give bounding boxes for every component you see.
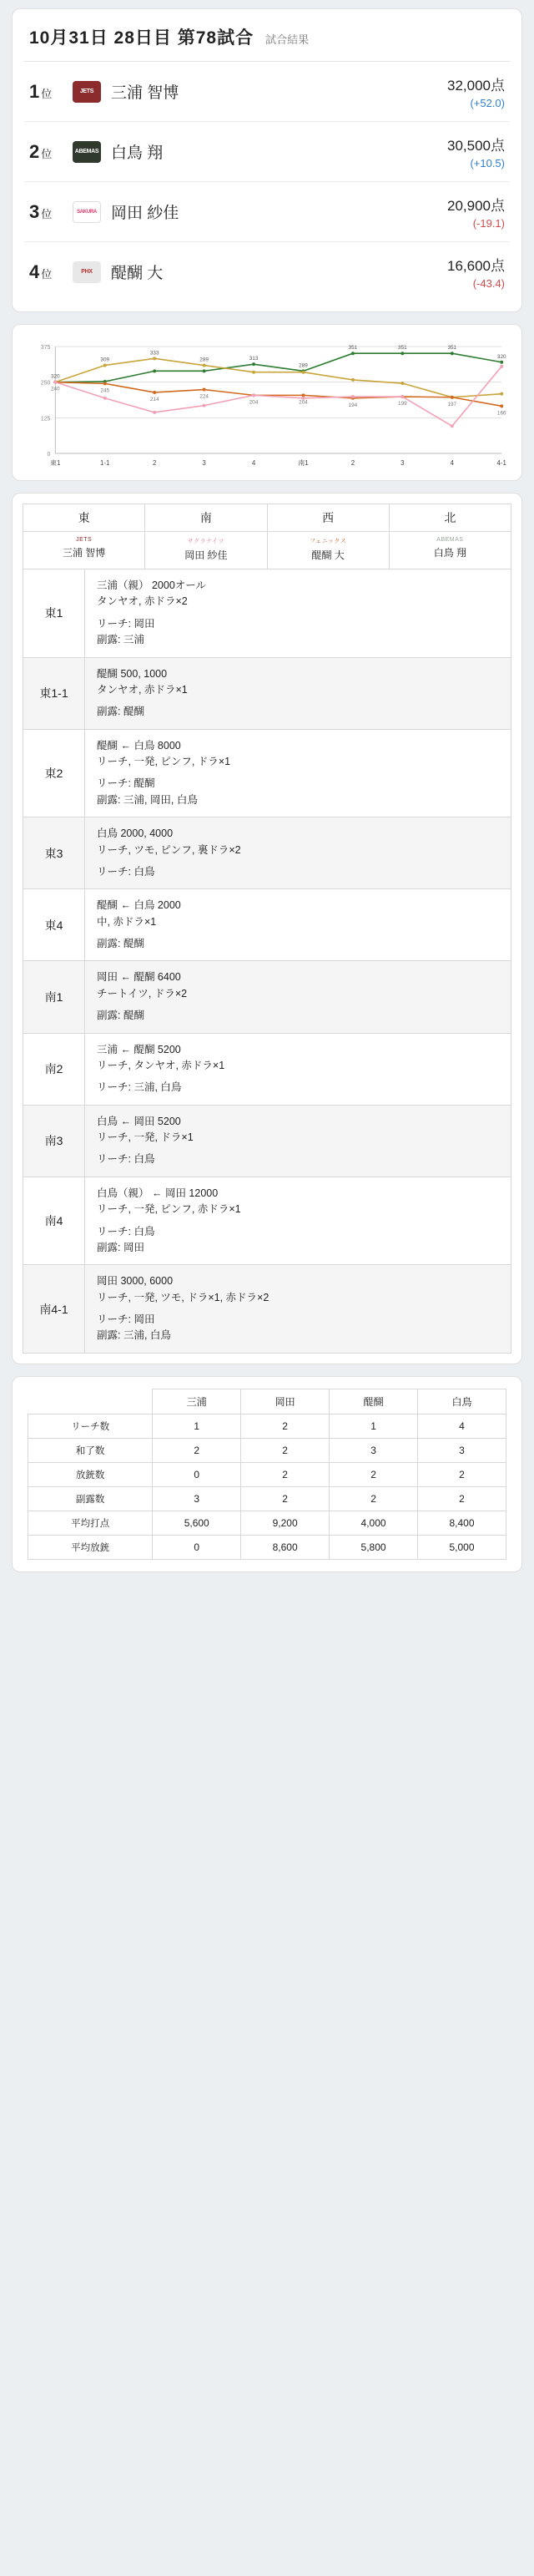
spacer — [97, 698, 499, 704]
svg-text:313: 313 — [249, 356, 259, 362]
svg-text:197: 197 — [447, 401, 457, 407]
score-delta: (-19.1) — [472, 217, 505, 230]
spacer — [97, 930, 499, 936]
score-delta: (+52.0) — [470, 97, 505, 109]
stats-cell: 2 — [330, 1462, 418, 1486]
stats-row-label: 和了数 — [28, 1438, 153, 1462]
svg-text:3: 3 — [202, 458, 206, 468]
rank-value: 4 — [29, 261, 40, 282]
svg-text:2: 2 — [350, 458, 355, 468]
hand-detail-line: 岡田 ← 醍醐 6400 — [97, 971, 181, 984]
seat-player-name: 醍醐 大 — [311, 549, 345, 561]
stats-cell: 8,400 — [418, 1511, 506, 1535]
score-points: 16,600点 — [447, 258, 505, 274]
svg-text:289: 289 — [299, 362, 308, 369]
stats-cell: 2 — [418, 1462, 506, 1486]
rank-suffix: 位 — [41, 207, 53, 220]
score-points: 32,000点 — [447, 78, 505, 94]
hand-row[interactable] — [23, 729, 511, 817]
seat-player — [268, 532, 390, 569]
stats-cell: 2 — [418, 1486, 506, 1511]
ranking-row[interactable] — [24, 62, 510, 122]
stats-column-header: 岡田 — [241, 1389, 330, 1414]
hand-detail-text — [85, 569, 511, 657]
hand-detail-text — [85, 730, 511, 817]
stats-cell: 2 — [153, 1438, 241, 1462]
stats-row — [28, 1438, 506, 1462]
hand-row[interactable] — [23, 888, 511, 960]
phoenix-logo-icon: PHX — [73, 261, 101, 283]
svg-text:1-1: 1-1 — [100, 458, 110, 468]
svg-text:351: 351 — [447, 345, 457, 352]
spacer — [97, 1074, 499, 1080]
hand-detail-line: 醍醐 ← 白鳥 2000 — [97, 899, 181, 912]
hand-round-label: 南4 — [23, 1177, 85, 1265]
stats-column-header: 三浦 — [153, 1389, 241, 1414]
hand-detail-line: タンヤオ, 赤ドラ×2 — [97, 595, 188, 608]
svg-text:351: 351 — [348, 345, 358, 352]
rank-value: 2 — [29, 140, 40, 162]
hand-detail-line: 副露: 醍醐 — [97, 706, 144, 718]
rank-number — [29, 201, 73, 223]
hand-row[interactable] — [23, 569, 511, 657]
stats-cell: 5,800 — [330, 1535, 418, 1559]
score-delta: (-43.4) — [472, 277, 505, 290]
svg-text:4-1: 4-1 — [496, 458, 506, 468]
svg-text:194: 194 — [348, 402, 358, 408]
seat-team-name: フェニックス — [309, 539, 347, 544]
stats-table — [28, 1389, 506, 1560]
hand-detail-text — [85, 1177, 511, 1265]
score-box — [413, 134, 505, 170]
score-delta: (+10.5) — [470, 157, 505, 170]
svg-text:204: 204 — [249, 399, 259, 406]
stats-table-body — [28, 1414, 506, 1559]
seat-label: 西 — [268, 504, 390, 531]
match-kind-label: 試合結果 — [265, 33, 310, 46]
seat-player — [23, 532, 145, 569]
spacer — [97, 1306, 499, 1312]
stats-cell: 4,000 — [330, 1511, 418, 1535]
stats-row-label: 平均打点 — [28, 1511, 153, 1535]
hand-round-label: 東3 — [23, 817, 85, 888]
hand-row[interactable] — [23, 1264, 511, 1354]
hand-detail-line: リーチ: 岡田 — [97, 1313, 155, 1325]
stats-row — [28, 1511, 506, 1535]
ranking-row[interactable] — [24, 182, 510, 242]
hand-round-label: 南3 — [23, 1106, 85, 1177]
seat-team-name: ABEMAS — [436, 537, 464, 543]
hand-round-label: 南4-1 — [23, 1265, 85, 1353]
abemas-logo-icon: ABEMAS — [73, 141, 101, 163]
svg-text:240: 240 — [50, 386, 60, 392]
stats-header-row — [28, 1389, 506, 1414]
seat-label: 南 — [145, 504, 267, 531]
hand-rows-container — [23, 569, 511, 1354]
stats-cell: 5,000 — [418, 1535, 506, 1559]
hand-detail-line: 岡田 3000, 6000 — [97, 1275, 174, 1288]
stats-row-label: リーチ数 — [28, 1414, 153, 1438]
hand-row[interactable] — [23, 1105, 511, 1177]
hand-detail-line: 醍醐 500, 1000 — [97, 667, 168, 680]
svg-text:125: 125 — [40, 416, 51, 423]
spacer — [97, 1146, 499, 1151]
svg-text:351: 351 — [398, 345, 407, 352]
hand-detail-line: 副露: 三浦 — [97, 634, 144, 646]
svg-text:3: 3 — [400, 458, 405, 468]
hand-detail-text — [85, 1265, 511, 1353]
hand-detail-line: チートイツ, ドラ×2 — [97, 987, 188, 1000]
stats-cell: 0 — [153, 1535, 241, 1559]
svg-text:250: 250 — [40, 380, 51, 387]
stats-cell: 3 — [153, 1486, 241, 1511]
hand-detail-line: 白鳥 ← 岡田 5200 — [97, 1115, 181, 1127]
seat-player-name: 白鳥 翔 — [433, 547, 467, 559]
hand-detail-line: リーチ, 一発, ツモ, ドラ×1, 赤ドラ×2 — [97, 1291, 270, 1303]
hand-detail-text — [85, 961, 511, 1032]
svg-text:333: 333 — [149, 350, 159, 357]
hand-detail-text — [85, 1106, 511, 1177]
hand-detail-line: リーチ: 岡田 — [97, 617, 155, 630]
hand-row[interactable] — [23, 1033, 511, 1105]
stats-cell: 1 — [153, 1414, 241, 1438]
hand-detail-line: 副露: 三浦, 岡田, 白鳥 — [97, 793, 198, 806]
svg-text:309: 309 — [100, 357, 110, 363]
stats-cell: 9,200 — [241, 1511, 330, 1535]
hand-detail-line: リーチ, 一発, ピンフ, ドラ×1 — [97, 756, 231, 767]
svg-text:4: 4 — [251, 458, 256, 468]
hand-detail-line: リーチ, 一発, ピンフ, 赤ドラ×1 — [97, 1203, 241, 1216]
hand-detail-text — [85, 817, 511, 888]
svg-text:320: 320 — [50, 373, 60, 380]
hand-detail-line: 中, 赤ドラ×1 — [97, 915, 157, 928]
svg-text:0: 0 — [47, 451, 51, 458]
seat-player-name: 三浦 智博 — [62, 547, 106, 559]
score-box — [413, 254, 505, 290]
hand-detail-text — [85, 889, 511, 960]
seat-player — [390, 532, 511, 569]
rank-number — [29, 261, 73, 283]
score-box — [413, 73, 505, 109]
seat-label: 北 — [444, 511, 456, 524]
stats-corner-cell — [28, 1389, 153, 1414]
stats-row-label: 副露数 — [28, 1486, 153, 1511]
spacer — [97, 858, 499, 864]
seat-player — [145, 532, 267, 569]
hand-detail-line: リーチ: 白鳥 — [97, 1153, 155, 1166]
hand-round-label: 東4 — [23, 889, 85, 960]
hand-detail-line: 三浦 ← 醍醐 5200 — [97, 1043, 181, 1055]
stats-cell: 1 — [330, 1414, 418, 1438]
stats-row-label: 平均放銃 — [28, 1535, 153, 1559]
hand-round-label: 東1-1 — [23, 658, 85, 729]
svg-text:224: 224 — [199, 393, 209, 400]
rank-suffix: 位 — [41, 147, 53, 160]
hand-round-label: 南1 — [23, 961, 85, 1032]
score-graph — [21, 333, 513, 475]
stats-cell: 3 — [330, 1438, 418, 1462]
seat-header-row — [23, 504, 511, 531]
stats-row-label: 放銃数 — [28, 1462, 153, 1486]
svg-text:199: 199 — [398, 401, 407, 407]
seat-team-name: サクラナイツ — [187, 539, 224, 544]
sakura-knights-logo-icon: SAKURA — [73, 201, 101, 223]
spacer — [97, 1218, 499, 1224]
svg-text:214: 214 — [149, 396, 159, 402]
ranking-row[interactable] — [24, 242, 510, 301]
hand-detail-line: リーチ, ツモ, ピンフ, 裏ドラ×2 — [97, 843, 241, 856]
stats-cell: 3 — [418, 1438, 506, 1462]
jets-logo-icon: JETS — [73, 81, 101, 103]
svg-text:4: 4 — [450, 458, 454, 468]
stats-cell: 2 — [241, 1486, 330, 1511]
svg-text:375: 375 — [40, 344, 51, 352]
stats-table-head — [28, 1389, 506, 1414]
stats-cell: 2 — [241, 1462, 330, 1486]
hand-row[interactable] — [23, 817, 511, 888]
svg-text:2: 2 — [152, 458, 157, 468]
hand-row[interactable] — [23, 960, 511, 1032]
hand-round-label: 東2 — [23, 730, 85, 817]
score-graph-card — [12, 324, 522, 481]
svg-text:南1: 南1 — [298, 458, 309, 468]
stats-cell: 0 — [153, 1462, 241, 1486]
stats-row — [28, 1486, 506, 1511]
match-date: 10月31日 28日目 第78試合 — [29, 28, 254, 48]
hand-detail-text — [85, 1034, 511, 1105]
rank-value: 1 — [29, 80, 40, 102]
hand-detail-line: タンヤオ, 赤ドラ×1 — [97, 683, 188, 696]
svg-text:320: 320 — [496, 353, 506, 360]
svg-text:245: 245 — [100, 387, 110, 394]
stats-cell: 2 — [241, 1438, 330, 1462]
rank-number — [29, 141, 73, 163]
hand-detail-line: 副露: 三浦, 白鳥 — [97, 1329, 171, 1342]
stats-cell: 2 — [330, 1486, 418, 1511]
rank-number — [29, 81, 73, 103]
player-name: 醍醐 大 — [111, 265, 164, 282]
spacer — [97, 610, 499, 616]
rank-suffix: 位 — [41, 267, 53, 281]
hand-detail-line: 三浦（親） 2000オール — [97, 579, 207, 591]
svg-text:166: 166 — [496, 410, 506, 417]
stats-cell: 2 — [241, 1414, 330, 1438]
hand-detail-line: リーチ: 醍醐 — [97, 777, 155, 790]
seat-label: 東 — [23, 504, 145, 531]
stats-column-header: 白鳥 — [418, 1389, 506, 1414]
seat-team-name: JETS — [76, 537, 93, 543]
player-name: 三浦 智博 — [111, 84, 179, 102]
spacer — [97, 770, 499, 776]
hand-detail-line: 白鳥 2000, 4000 — [97, 827, 174, 840]
hand-detail-line: リーチ: 白鳥 — [97, 865, 155, 878]
stats-row — [28, 1414, 506, 1438]
stats-card — [12, 1376, 522, 1572]
hand-detail-line: リーチ, 一発, ドラ×1 — [97, 1131, 194, 1143]
stats-row — [28, 1535, 506, 1559]
rank-value: 3 — [29, 200, 40, 222]
player-name: 岡田 紗佳 — [111, 205, 179, 222]
stats-cell: 5,600 — [153, 1511, 241, 1535]
score-box — [413, 194, 505, 230]
svg-text:204: 204 — [299, 399, 308, 406]
svg-text:東1: 東1 — [50, 458, 61, 468]
stats-column-header: 醍醐 — [330, 1389, 418, 1414]
score-line-chart — [21, 333, 513, 475]
player-name: 白鳥 翔 — [111, 144, 164, 162]
hand-detail-line: 副露: 醍醐 — [97, 1010, 144, 1022]
spacer — [97, 1002, 499, 1008]
stats-cell: 8,600 — [241, 1535, 330, 1559]
match-result-card — [12, 8, 522, 312]
seat-player-name: 岡田 紗佳 — [184, 549, 228, 561]
stats-row — [28, 1462, 506, 1486]
result-header — [24, 19, 510, 62]
seat-players-row — [23, 531, 511, 569]
hand-detail-line: 副露: 醍醐 — [97, 938, 144, 949]
score-points: 30,500点 — [447, 138, 505, 154]
svg-text:289: 289 — [199, 357, 209, 363]
rank-suffix: 位 — [41, 87, 53, 100]
hand-detail-line: 醍醐 ← 白鳥 8000 — [97, 739, 181, 752]
hand-round-label: 南2 — [23, 1034, 85, 1105]
hand-detail-line: リーチ: 三浦, 白鳥 — [97, 1081, 182, 1094]
score-points: 20,900点 — [447, 198, 505, 214]
hand-detail-line: リーチ, タンヤオ, 赤ドラ×1 — [97, 1059, 225, 1071]
hand-row[interactable] — [23, 1177, 511, 1265]
hand-row[interactable] — [23, 657, 511, 729]
hand-detail-line: 白鳥（親） ← 岡田 12000 — [97, 1187, 219, 1199]
hand-detail-text — [85, 658, 511, 729]
hand-round-label: 東1 — [23, 569, 85, 657]
hand-detail-line: リーチ: 白鳥 — [97, 1225, 155, 1237]
hand-detail-line: 副露: 岡田 — [97, 1241, 144, 1253]
stats-cell: 4 — [418, 1414, 506, 1438]
hands-detail-card — [12, 493, 522, 1364]
ranking-row[interactable] — [24, 122, 510, 182]
